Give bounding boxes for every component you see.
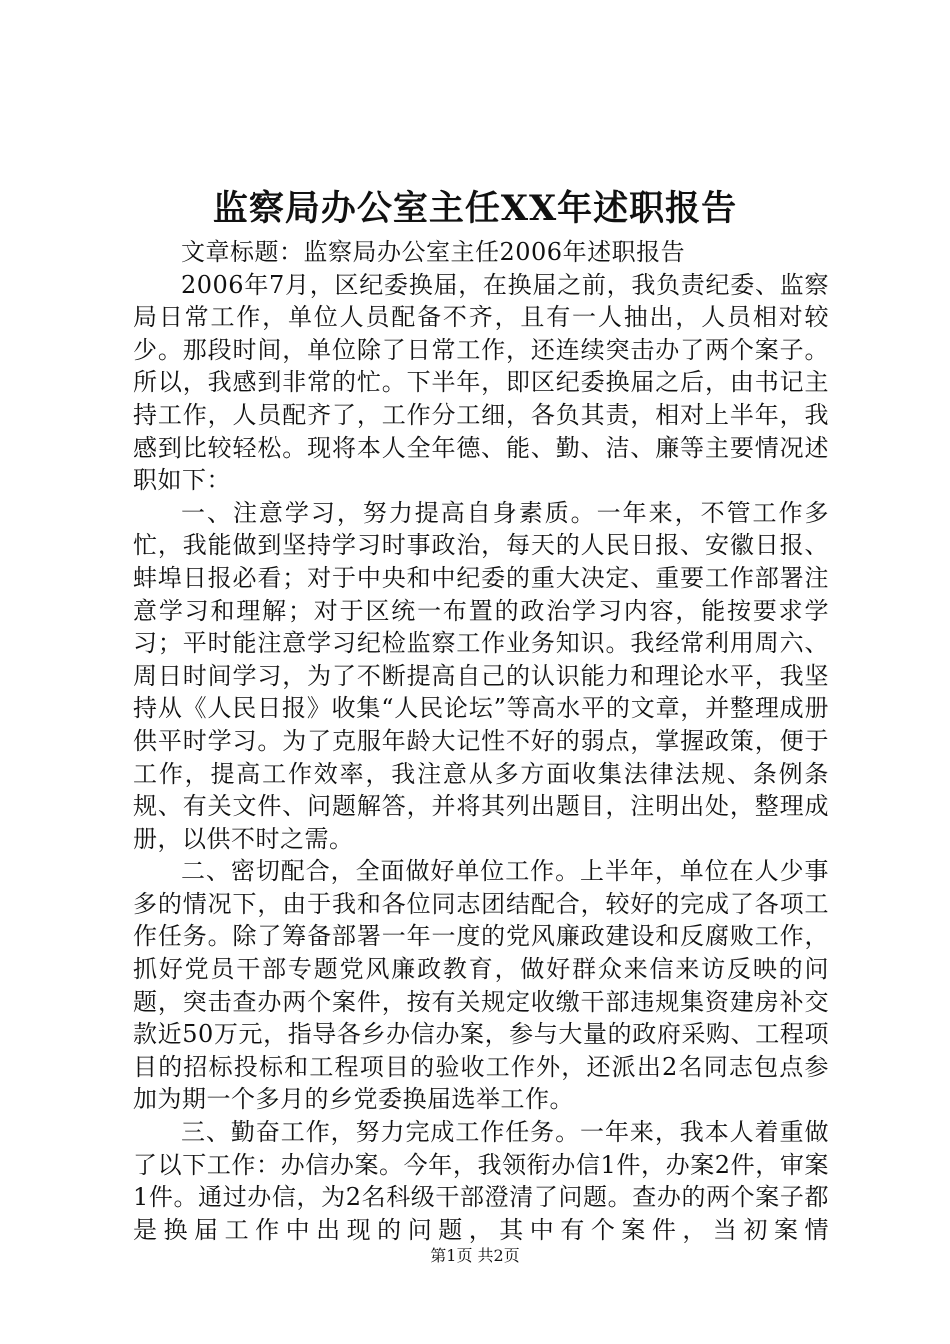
document-body [133,236,829,1246]
paragraph-section-2: 二、密切配合，全面做好单位工作。上半年，单位在人少事多的情况下，由于我和各位同志团结配合，较好的完成了各项工作任务。除了筹备部署一年一度的党风廉政建设和反腐败工作，抓好党员干部专题党风廉政教育，做好群众来信来访反映的问题，突击查办两个案件，按有关规定收缴干部违规集资建房补交款近50万元，指导各乡办信办案，参与大量的政府采购、工程项目的招标投标和工程项目的验收工作外，还派出2名同志包点参加为期一个多月的乡党委换届选举工作。 [133,857,829,1114]
article-title-line: 文章标题：监察局办公室主任2006年述职报告 [181,238,686,266]
paragraph-intro: 2006年7月，区纪委换届，在换届之前，我负责纪委、监察局日常工作，单位人员配备不齐，且有一人抽出，人员相对较少。那段时间，单位除了日常工作，还连续突击办了两个案子。所以，我感到非常的忙。下半年，即区纪委换届之后，由书记主持工作，人员配齐了，工作分工细，各负其责，相对上半年，我感到比较轻松。现将本人全年德、能、勤、洁、廉等主要情况述职如下： [133,270,829,495]
document-title: 监察局办公室主任XX年述职报告 [212,188,738,229]
page-number-footer: 第1页 共2页 [430,1246,520,1265]
paragraph-section-1: 一、注意学习，努力提高自身素质。一年来，不管工作多忙，我能做到坚持学习时事政治，每天的人民日报、安徽日报、蚌埠日报必看；对于中央和中纪委的重大决定、重要工作部署注意学习和理解；对于区统一布置的政治学习内容，能按要求学习；平时能注意学习纪检监察工作业务知识。我经常利用周六、周日时间学习，为了不断提高自己的认识能力和理论水平，我坚持从《人民日报》收集“人民论坛”等高水平的文章，并整理成册供平时学习。为了克服年龄大记性不好的弱点，掌握政策，便于工作，提高工作效率，我注意从多方面收集法律法规、条例条规、有关文件、问题解答，并将其列出题目，注明出处，整理成册，以供不时之需。 [133,498,829,853]
paragraph-section-3: 三、勤奋工作，努力完成工作任务。一年来，我本人着重做了以下工作：办信办案。今年，我领衔办信1件，办案2件，审案1件。通过办信，为2名科级干部澄清了问题。查办的两个案子都是换届工作中出现的问题，其中有个案件，当初案情 [133,1118,829,1244]
